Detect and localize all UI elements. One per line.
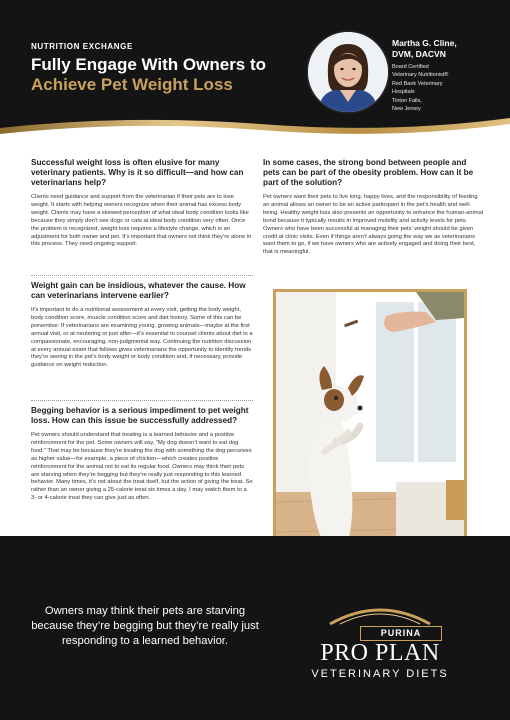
article-title-line1: Fully Engage With Owners to xyxy=(31,55,267,74)
credential-line: New Jersey xyxy=(392,106,421,113)
section-eyebrow: NUTRITION EXCHANGE xyxy=(31,42,133,51)
section-divider xyxy=(31,400,253,401)
section-body: Clients need guidance and support from the veterinarian if their pets are to lose weight. It starts with helping owners recognize when their animal has excess body weight. Clients may have a skewed perception of what ideal body condition looks like because they simply don’t see dogs or cats at ideal body condition very often. Once the problem is recognized, weight loss requires a lifestyle change, which is an adjustment for both owner and pet. It’s important that owners not think they’re alone in this process. They need ongoing support. xyxy=(31,194,252,248)
section-heading: In some cases, the strong bond between people and pets can be part of the obesity problem. How can it be part of the solution? xyxy=(263,158,474,187)
section-body: Pet owners should understand that treating is a learned behavior and a positive reinforcement for the pet. Some owners will say, “My dog doesn’t want to eat dog food.” That may be because they’re treating the dog with something the dog perceives as higher value—for example, a piece of chicken—which creates positive reinforcement for the animal not to eat its regular food. Owners may think their pets are starving when they’re begging but they’re really just responding to this learned behavior. Many times, it’s not about the treat itself, but the action of giving the treat. So rather than an owner giving a 25-calorie treat six times a day, I may switch them to a 3- or 4-calorie treat they can give just as often. xyxy=(31,432,253,502)
section-weight-loss-elusive xyxy=(31,158,253,249)
section-divider xyxy=(31,275,253,276)
right-column xyxy=(263,158,485,257)
author-credentials xyxy=(392,63,502,113)
pull-quote: Owners may think their pets are starving because they’re begging but they’re really just responding to a learned behavior. xyxy=(31,605,259,647)
author-name-line1: Martha G. Cline, xyxy=(392,38,457,48)
article-title-line2: Achieve Pet Weight Loss xyxy=(31,75,233,94)
author-name-line2: DVM, DACVN xyxy=(392,49,446,59)
author-block xyxy=(392,38,502,113)
veterinary-diets-label: VETERINARY DIETS xyxy=(311,668,449,680)
credential-line: Board Certified xyxy=(392,64,429,70)
author-portrait xyxy=(306,30,390,114)
section-body: Pet owners want their pets to live long, happy lives, and the responsibility of feeding an animal allows an owner to be an active participant in the pet’s health and well-being. Healthy weight loss also presents an opportunity to enhance the human-animal bond because it typically results in improved mobility and activity levels for pets. Owners who have been successful at managing their pets’ weight should be given credit at clinic visits. Even if things aren’t always going the way we as veterinarians want them to go, if we have owners who are actively engaged and doing their best, that is meaningful. xyxy=(263,194,484,256)
credential-line: Hospitals xyxy=(392,89,415,96)
credential-line: Veterinary Nutritionist® xyxy=(392,72,449,79)
brand-logo xyxy=(300,600,460,690)
purina-badge xyxy=(360,626,442,641)
purina-label: PURINA xyxy=(380,628,422,638)
section-begging-behavior xyxy=(31,406,253,503)
proplan-label: PRO PLAN xyxy=(320,640,440,666)
section-weight-gain-insidious xyxy=(31,281,253,370)
section-body: It’s important to do a nutritional assessment at every visit, getting the body weight, body condition score, muscle condition score and diet history. Some of this can be preventive: If veterinarians are examining young, growing animals—maybe at the first annual visit, or at neutering or just after—it’s essential to counsel clients about diet in a compassionate, encouraging, non-judgmental way. Continuing the nutrition discussion at every annual exam that follows gives veterinarians the opportunity to identify trends they’re seeing in the pet’s body weight or body condition and, if necessary, provide guidance on weight reduction. xyxy=(31,307,253,369)
credential-line: Red Bank Veterinary xyxy=(392,80,443,87)
gold-wave-divider xyxy=(0,108,510,140)
section-heading: Weight gain can be insidious, whatever the cause. How can veterinarians intervene earlier? xyxy=(31,281,246,300)
header-band xyxy=(0,0,510,140)
author-portrait-image xyxy=(308,32,388,112)
section-heading: Successful weight loss is often elusive for many veterinary patients. Why is it so difficult—and how can veterinarians help? xyxy=(31,158,244,187)
credential-line: Tinton Falls, xyxy=(392,97,422,104)
section-heading: Begging behavior is a serious impediment to pet weight loss. How can this issue be successfully addressed? xyxy=(31,406,249,425)
